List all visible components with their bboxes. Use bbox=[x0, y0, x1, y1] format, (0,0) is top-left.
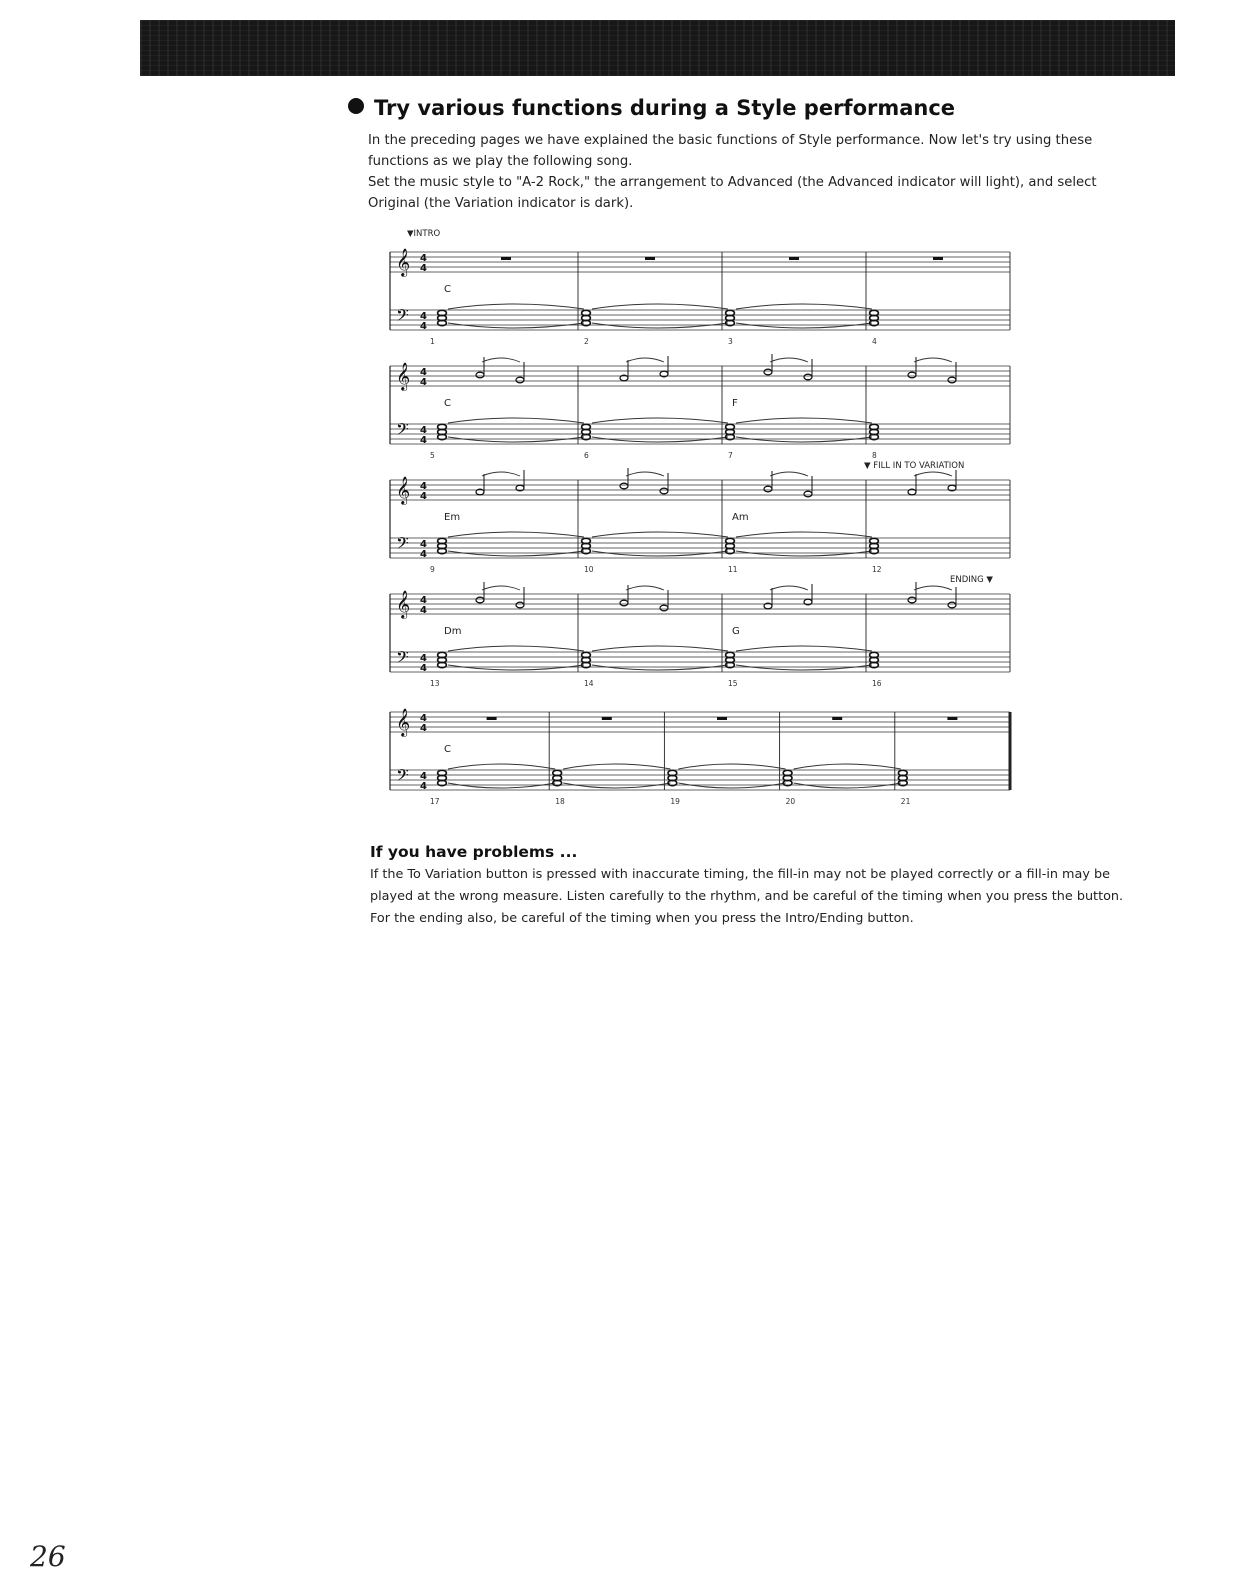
time-signature-top: 4 bbox=[420, 481, 427, 492]
tie-arc bbox=[448, 532, 584, 537]
header-bar bbox=[140, 20, 1175, 76]
slur-arc bbox=[770, 358, 808, 362]
measure-number: 18 bbox=[555, 797, 565, 806]
time-signature-top: 4 bbox=[420, 253, 427, 264]
tie-arc bbox=[592, 437, 728, 442]
measure-number: 16 bbox=[872, 679, 882, 688]
measure-number: 1 bbox=[430, 337, 435, 346]
tie-arc bbox=[592, 551, 728, 556]
intro-marker: ▼INTRO bbox=[407, 229, 441, 239]
chord-symbol: Em bbox=[444, 512, 461, 523]
melody-note bbox=[620, 483, 628, 489]
whole-rest-icon bbox=[487, 717, 497, 720]
time-signature-top: 4 bbox=[420, 367, 427, 378]
measure-number: 14 bbox=[584, 679, 594, 688]
melody-note bbox=[948, 602, 956, 608]
tie-arc bbox=[448, 323, 584, 328]
tie-arc bbox=[448, 418, 584, 423]
measure-number: 6 bbox=[584, 451, 589, 460]
bullet-icon bbox=[348, 98, 364, 114]
whole-rest-icon bbox=[645, 257, 655, 260]
melody-note bbox=[516, 377, 524, 383]
whole-rest-icon bbox=[501, 257, 511, 260]
melody-note bbox=[908, 597, 916, 603]
measure-number: 7 bbox=[728, 451, 733, 460]
tie-arc bbox=[736, 665, 872, 670]
treble-clef-icon: 𝄞 bbox=[396, 590, 411, 618]
chord-symbol: G bbox=[732, 626, 740, 637]
score-system bbox=[390, 354, 1010, 460]
slur-arc bbox=[482, 586, 520, 590]
intro-paragraph: In the preceding pages we have explained the basic functions of Style performance. Now let's try using these functions as we play the following song. bbox=[368, 133, 1093, 169]
tie-arc bbox=[678, 783, 785, 788]
time-signature-bottom: 4 bbox=[420, 605, 427, 616]
tie-arc bbox=[592, 532, 728, 537]
slur-arc bbox=[914, 586, 952, 590]
tie-arc bbox=[736, 437, 872, 442]
slur-arc bbox=[482, 358, 520, 362]
chord-symbol: Am bbox=[732, 512, 749, 523]
measure-number: 5 bbox=[430, 451, 435, 460]
problems-text: If the To Variation button is pressed with inaccurate timing, the fill-in may not be played correctly or a fill-in may be played at the wrong measure. Listen carefully to the rhythm, and be careful of the timing when you press the button. For the ending also, be careful of the timing when you press the Intro/Ending button. bbox=[370, 867, 1124, 926]
measure-number: 15 bbox=[728, 679, 738, 688]
tie-arc bbox=[736, 323, 872, 328]
melody-note bbox=[948, 377, 956, 383]
bass-clef-icon: 𝄢 bbox=[396, 647, 409, 671]
chord-symbol: C bbox=[444, 284, 451, 295]
time-signature-bottom: 4 bbox=[420, 321, 427, 332]
chord-symbol: C bbox=[444, 398, 451, 409]
treble-clef-icon: 𝄞 bbox=[396, 476, 411, 504]
time-signature-top: 4 bbox=[420, 713, 427, 724]
melody-note bbox=[516, 602, 524, 608]
measure-number: 17 bbox=[430, 797, 440, 806]
time-signature-top: 4 bbox=[420, 653, 427, 664]
slur-arc bbox=[626, 472, 664, 476]
tie-arc bbox=[592, 304, 728, 309]
measure-number: 9 bbox=[430, 565, 435, 574]
slur-arc bbox=[914, 472, 952, 476]
problems-heading: If you have problems ... bbox=[370, 843, 578, 861]
fill-in-marker: ▼ FILL IN TO VARIATION bbox=[864, 461, 965, 471]
slur-arc bbox=[770, 586, 808, 590]
tie-arc bbox=[794, 764, 901, 769]
tie-arc bbox=[448, 304, 584, 309]
time-signature-bottom: 4 bbox=[420, 781, 427, 792]
score-system bbox=[390, 582, 1010, 688]
melody-note bbox=[764, 486, 772, 492]
tie-arc bbox=[736, 646, 872, 651]
measure-number: 21 bbox=[900, 797, 911, 806]
tie-arc bbox=[736, 418, 872, 423]
slur-arc bbox=[626, 358, 664, 362]
time-signature-bottom: 4 bbox=[420, 663, 427, 674]
tie-arc bbox=[448, 646, 584, 651]
melody-note bbox=[476, 372, 484, 378]
score-system bbox=[390, 248, 1010, 346]
bass-clef-icon: 𝄢 bbox=[396, 533, 409, 557]
treble-clef-icon: 𝄞 bbox=[396, 248, 411, 276]
intro-paragraph-settings: Set the music style to "A-2 Rock," the arrangement to Advanced (the Advanced indicator will light), and select Original (the Variation indicator is dark). bbox=[368, 175, 1097, 211]
melody-note bbox=[804, 374, 812, 380]
measure-number: 19 bbox=[670, 797, 680, 806]
time-signature-bottom: 4 bbox=[420, 723, 427, 734]
treble-clef-icon: 𝄞 bbox=[396, 362, 411, 390]
time-signature-top: 4 bbox=[420, 595, 427, 606]
section-title bbox=[348, 96, 955, 120]
page-number: 26 bbox=[30, 1540, 66, 1573]
melody-note bbox=[764, 369, 772, 375]
whole-rest-icon bbox=[933, 257, 943, 260]
tie-arc bbox=[592, 646, 728, 651]
tie-arc bbox=[592, 323, 728, 328]
chord-symbol: Dm bbox=[444, 626, 462, 637]
music-score bbox=[380, 222, 1020, 812]
tie-arc bbox=[736, 304, 872, 309]
time-signature-top: 4 bbox=[420, 425, 427, 436]
measure-number: 2 bbox=[584, 337, 589, 346]
tie-arc bbox=[736, 532, 872, 537]
measure-number: 12 bbox=[872, 565, 882, 574]
melody-note bbox=[660, 488, 668, 494]
whole-rest-icon bbox=[602, 717, 612, 720]
melody-note bbox=[660, 605, 668, 611]
whole-rest-icon bbox=[717, 717, 727, 720]
measure-number: 3 bbox=[728, 337, 733, 346]
melody-note bbox=[804, 491, 812, 497]
time-signature-bottom: 4 bbox=[420, 549, 427, 560]
slur-arc bbox=[770, 472, 808, 476]
treble-clef-icon: 𝄞 bbox=[396, 708, 411, 736]
whole-rest-icon bbox=[832, 717, 842, 720]
tie-arc bbox=[736, 551, 872, 556]
ending-marker: ENDING ▼ bbox=[950, 575, 993, 585]
time-signature-bottom: 4 bbox=[420, 263, 427, 274]
bass-clef-icon: 𝄢 bbox=[396, 305, 409, 329]
time-signature-bottom: 4 bbox=[420, 491, 427, 502]
time-signature-top: 4 bbox=[420, 771, 427, 782]
whole-rest-icon bbox=[947, 717, 957, 720]
measure-number: 8 bbox=[872, 451, 877, 460]
measure-number: 4 bbox=[872, 337, 877, 346]
chord-symbol: C bbox=[444, 744, 451, 755]
section-title-text: Try various functions during a Style performance bbox=[374, 96, 956, 120]
tie-arc bbox=[678, 764, 785, 769]
slur-arc bbox=[482, 472, 520, 476]
tie-arc bbox=[592, 418, 728, 423]
tie-arc bbox=[563, 764, 670, 769]
measure-number: 20 bbox=[785, 797, 796, 806]
time-signature-bottom: 4 bbox=[420, 435, 427, 446]
slur-arc bbox=[626, 586, 664, 590]
melody-note bbox=[476, 597, 484, 603]
slur-arc bbox=[914, 358, 952, 362]
chord-symbol: F bbox=[732, 398, 738, 409]
tie-arc bbox=[563, 783, 670, 788]
tie-arc bbox=[448, 551, 584, 556]
bass-clef-icon: 𝄢 bbox=[396, 419, 409, 443]
time-signature-top: 4 bbox=[420, 311, 427, 322]
tie-arc bbox=[448, 783, 555, 788]
measure-number: 13 bbox=[430, 679, 440, 688]
whole-rest-icon bbox=[789, 257, 799, 260]
tie-arc bbox=[592, 665, 728, 670]
time-signature-bottom: 4 bbox=[420, 377, 427, 388]
tie-arc bbox=[448, 764, 555, 769]
measure-number: 10 bbox=[584, 565, 594, 574]
score-system bbox=[390, 468, 1010, 574]
bass-clef-icon: 𝄢 bbox=[396, 765, 409, 789]
tie-arc bbox=[448, 437, 584, 442]
tie-arc bbox=[794, 783, 901, 788]
melody-note bbox=[908, 372, 916, 378]
measure-number: 11 bbox=[728, 565, 738, 574]
tie-arc bbox=[448, 665, 584, 670]
time-signature-top: 4 bbox=[420, 539, 427, 550]
melody-note bbox=[620, 600, 628, 606]
score-system bbox=[390, 708, 1010, 806]
